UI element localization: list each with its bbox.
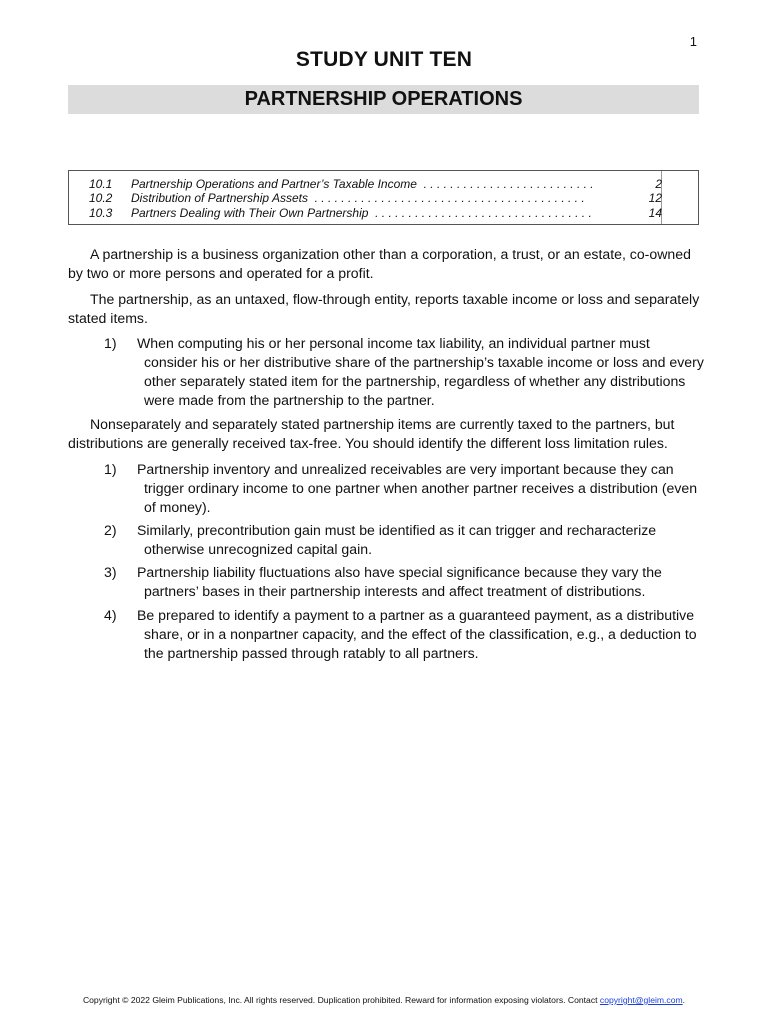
toc-section-number: 10.3 bbox=[89, 206, 113, 220]
list-item-number: 4) bbox=[104, 607, 117, 623]
toc-section-number: 10.1 bbox=[89, 177, 113, 191]
list-item-text: Similarly, precontribution gain must be identified as it can trigger and recharacterize otherwise unrecognized capital gain. bbox=[137, 522, 657, 557]
list-item-text: When computing his or her personal income tax liability, an individual partner must consider his or her distributive share of the partnership’s taxable income or loss and every other separately stated item for the partnership, regardless of whether any distributions were made from the partnership to the partner. bbox=[137, 335, 704, 408]
toc-page-number: 14 bbox=[648, 206, 662, 220]
list-item-number: 1) bbox=[104, 461, 117, 477]
list-item-text: Be prepared to identify a payment to a partner as a guaranteed payment, as a distributive share, or in a nonpartner capacity, and the effect of the classification, e.g., a deduction to the partnership passed through ratably to all partners. bbox=[137, 607, 697, 661]
toc-row[interactable] bbox=[69, 206, 698, 220]
list-item-number: 3) bbox=[104, 564, 117, 580]
toc-row[interactable] bbox=[69, 191, 698, 205]
unit-title: STUDY UNIT TEN bbox=[295, 48, 473, 71]
footer-end: . bbox=[682, 995, 686, 1005]
toc-page-number: 12 bbox=[648, 191, 662, 205]
list-item-number: 1) bbox=[104, 335, 117, 351]
toc-section-title: Distribution of Partnership Assets . . . . . . . . . . . . . . . . . . . . . . . . . . . . . . . . . . . . . . . . . bbox=[131, 191, 585, 205]
list-item-number: 2) bbox=[104, 522, 117, 538]
toc-page-number: 2 bbox=[655, 177, 662, 191]
copyright-email-link[interactable]: copyright@gleim.com bbox=[599, 995, 683, 1005]
flow-through-paragraph: The partnership, as an untaxed, flow-through entity, reports taxable income or loss and separately stated items. bbox=[68, 291, 700, 326]
list-item-text: Partnership inventory and unrealized receivables are very important because they can trigger ordinary income to one partner when another partner receives a distribution (even of money). bbox=[137, 461, 698, 515]
taxation-paragraph: Nonseparately and separately stated partnership items are currently taxed to the partners, but distributions are generally received tax-free. You should identify the different loss limitation rules. bbox=[68, 416, 675, 451]
page-number: 1 bbox=[689, 34, 697, 49]
toc-section-title: Partnership Operations and Partner’s Taxable Income . . . . . . . . . . . . . . . . . . . . . . . . . . bbox=[131, 177, 594, 191]
toc-row[interactable] bbox=[69, 177, 698, 191]
table-of-contents bbox=[68, 170, 699, 225]
footer-text: Copyright © 2022 Gleim Publications, Inc. All rights reserved. Duplication prohibited. Reward for information exposing violators. Contact bbox=[82, 995, 600, 1005]
list-item-text: Partnership liability fluctuations also have special significance because they vary the partners’ bases in their partnership interests and affect treatment of distributions. bbox=[137, 564, 662, 599]
intro-paragraph: A partnership is a business organization other than a corporation, a trust, or an estate, co-owned by two or more persons and operated for a profit. bbox=[68, 246, 691, 281]
toc-section-number: 10.2 bbox=[89, 191, 113, 205]
copyright-footer bbox=[0, 995, 768, 1005]
unit-subtitle-banner: PARTNERSHIP OPERATIONS bbox=[68, 85, 699, 114]
toc-section-title: Partners Dealing with Their Own Partnership . . . . . . . . . . . . . . . . . . . . . . . . . . . . . . . . . bbox=[131, 206, 592, 220]
